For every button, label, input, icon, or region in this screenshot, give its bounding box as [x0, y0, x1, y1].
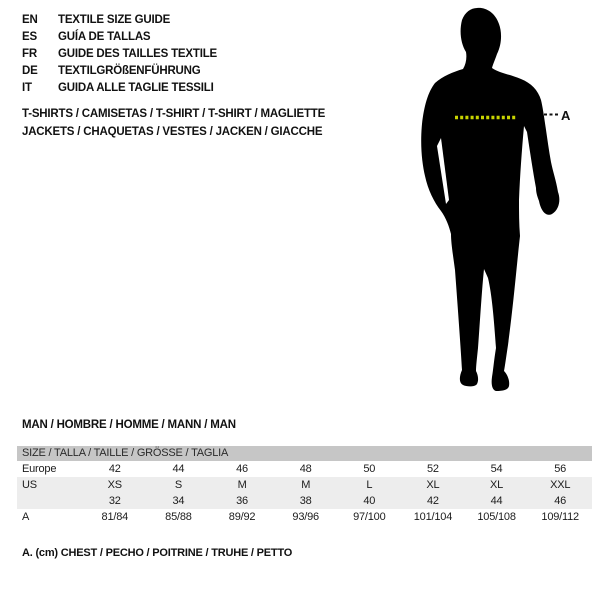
size-cell: 48	[299, 463, 312, 475]
category-line-tshirts: T-SHIRTS / CAMISETAS / T-SHIRT / T-SHIRT / MAGLIETTE	[22, 108, 326, 120]
size-row-europe	[17, 461, 592, 477]
size-row-us	[17, 477, 592, 493]
size-cell: 36	[210, 493, 274, 509]
size-cell: M	[274, 477, 338, 493]
language-code: FR	[22, 48, 37, 60]
size-cell: 44	[172, 463, 185, 475]
language-row	[22, 46, 217, 63]
size-cell: 97/100	[353, 511, 386, 523]
size-cell: 46	[528, 493, 592, 509]
language-label: GUIDA ALLE TAGLIE TESSILI	[58, 82, 214, 94]
size-cell: 44	[465, 493, 529, 509]
measure-label-a: A	[561, 108, 571, 123]
language-code: ES	[22, 31, 37, 43]
size-table	[17, 446, 592, 525]
size-row-numeric	[17, 493, 592, 509]
size-table-grid	[17, 461, 592, 525]
size-cell: 42	[108, 463, 121, 475]
language-label: GUIDE DES TAILLES TEXTILE	[58, 48, 217, 60]
size-cell: XL	[465, 477, 529, 493]
size-cell: M	[210, 477, 274, 493]
size-row-label: A	[22, 511, 30, 523]
language-row	[22, 12, 217, 29]
size-row-chest	[17, 509, 592, 525]
size-cell: 40	[338, 493, 402, 509]
size-row-label: Europe	[22, 463, 57, 475]
language-code: DE	[22, 65, 38, 77]
size-cell: 89/92	[228, 511, 256, 523]
language-label: GUÍA DE TALLAS	[58, 31, 151, 43]
language-code: IT	[22, 82, 32, 94]
size-cell: 32	[83, 493, 147, 509]
language-code: EN	[22, 14, 38, 26]
size-cell: 52	[427, 463, 439, 475]
size-cell: 38	[274, 493, 338, 509]
man-silhouette-figure	[395, 0, 600, 410]
size-row-label: US	[17, 477, 83, 493]
language-row	[22, 29, 217, 46]
size-cell: 85/88	[165, 511, 192, 523]
size-cell: 46	[236, 463, 248, 475]
gender-heading: MAN / HOMBRE / HOMME / MANN / MAN	[22, 419, 236, 431]
language-header	[22, 12, 217, 97]
category-block	[22, 106, 325, 141]
size-cell: 81/84	[101, 511, 129, 523]
size-cell: 34	[147, 493, 211, 509]
size-cell: 42	[401, 493, 465, 509]
language-label: TEXTILE SIZE GUIDE	[58, 14, 171, 26]
size-cell: XS	[83, 477, 147, 493]
size-cell: 105/108	[477, 511, 516, 523]
size-table-header: SIZE / TALLA / TAILLE / GRÖSSE / TAGLIA	[17, 446, 592, 461]
size-cell: XXL	[528, 477, 592, 493]
size-cell: 54	[490, 463, 503, 475]
size-cell: 101/104	[413, 511, 453, 523]
size-cell: 93/96	[292, 511, 319, 523]
size-cell: 56	[554, 463, 567, 475]
size-cell: 50	[363, 463, 376, 475]
language-label: TEXTILGRÖßENFÜHRUNG	[58, 65, 201, 77]
size-cell: 109/112	[541, 511, 579, 523]
size-cell: S	[147, 477, 211, 493]
size-cell: XL	[401, 477, 465, 493]
man-silhouette	[421, 8, 559, 391]
language-row	[22, 80, 217, 97]
category-line-jackets: JACKETS / CHAQUETAS / VESTES / JACKEN / GIACCHE	[22, 125, 323, 138]
measurement-legend: A. (cm) CHEST / PECHO / POITRINE / TRUHE / PETTO	[22, 547, 293, 559]
language-row	[22, 63, 217, 80]
size-row-label	[17, 493, 83, 509]
size-cell: L	[338, 477, 402, 493]
